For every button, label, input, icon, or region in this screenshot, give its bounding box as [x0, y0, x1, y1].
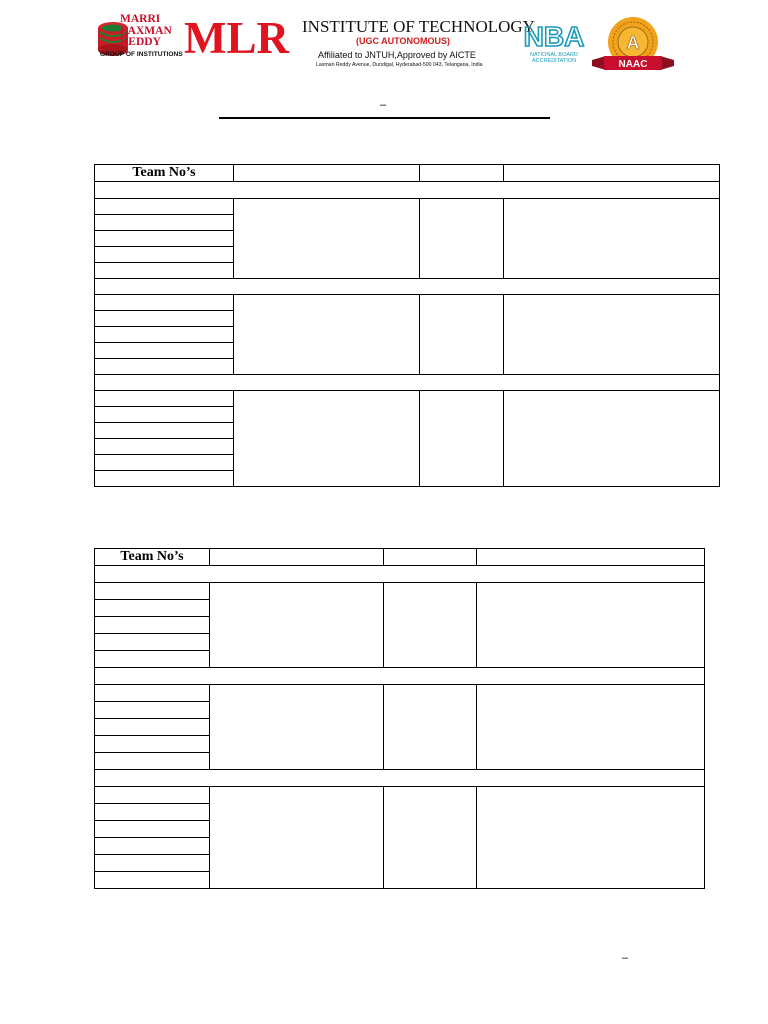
member-cell[interactable]: [95, 327, 234, 343]
naac-grade: A: [626, 33, 640, 53]
section-cell: [95, 770, 705, 787]
nba-letters: NBA: [523, 21, 585, 52]
header-cell: [477, 549, 705, 566]
group-tagline: GROUP OF INSTITUTIONS: [100, 51, 183, 58]
section-row: [95, 770, 705, 787]
member-cell[interactable]: [95, 787, 210, 804]
detail-cell[interactable]: [234, 199, 420, 279]
detail-cell[interactable]: [210, 685, 384, 770]
section-cell: [95, 375, 720, 391]
table-header-row: [95, 549, 705, 566]
member-cell[interactable]: [95, 702, 210, 719]
header-cell: [504, 165, 720, 182]
group-logo-line-2: LAXMAN: [120, 24, 172, 37]
group-logo-line-1: MARRI: [120, 13, 161, 25]
team-table-2: [94, 548, 705, 889]
nba-caption-line-1: NATIONAL BOARD: [530, 52, 578, 58]
section-row: [95, 668, 705, 685]
member-cell[interactable]: [95, 821, 210, 838]
detail-cell[interactable]: [477, 685, 705, 770]
member-cell[interactable]: [95, 231, 234, 247]
institute-address: Laxman Reddy Avenue, Dundigal, Hyderabad-500 043, Telangana, India: [316, 62, 483, 68]
member-cell[interactable]: [95, 804, 210, 821]
detail-cell[interactable]: [420, 391, 504, 487]
nba-caption: [522, 52, 586, 64]
mlr-brand: MLR: [184, 13, 289, 63]
member-cell[interactable]: [95, 359, 234, 375]
detail-cell[interactable]: [504, 295, 720, 375]
letterhead: [94, 12, 684, 74]
member-row: [95, 199, 720, 215]
team-table-1: [94, 164, 720, 487]
table-header-row: [95, 165, 720, 182]
member-cell[interactable]: [95, 583, 210, 600]
member-cell[interactable]: [95, 872, 210, 889]
detail-cell[interactable]: [504, 199, 720, 279]
member-cell[interactable]: [95, 651, 210, 668]
section-cell: [95, 279, 720, 295]
detail-cell[interactable]: [504, 391, 720, 487]
group-logo-line-3: REDDY: [120, 36, 161, 48]
detail-cell[interactable]: [477, 787, 705, 889]
member-row: [95, 685, 705, 702]
section-cell: [95, 566, 705, 583]
group-logo-name: [120, 14, 172, 49]
detail-cell[interactable]: [420, 199, 504, 279]
autonomous-status: (UGC AUTONOMOUS): [356, 36, 450, 46]
member-cell[interactable]: [95, 263, 234, 279]
institute-name: INSTITUTE OF TECHNOLOGY: [302, 17, 535, 36]
section-cell: [95, 182, 720, 199]
member-cell[interactable]: [95, 855, 210, 872]
header-cell: [420, 165, 504, 182]
detail-cell[interactable]: [420, 295, 504, 375]
nba-logo: [522, 18, 586, 72]
member-cell[interactable]: [95, 199, 234, 215]
section-row: [95, 375, 720, 391]
member-cell[interactable]: [95, 311, 234, 327]
detail-cell[interactable]: [384, 685, 477, 770]
member-cell[interactable]: [95, 719, 210, 736]
member-cell[interactable]: [95, 838, 210, 855]
team-nos-header: Team No’s: [95, 165, 234, 182]
naac-badge-icon: [590, 16, 676, 76]
section-row: [95, 279, 720, 295]
detail-cell[interactable]: [234, 295, 420, 375]
member-cell[interactable]: [95, 439, 234, 455]
member-cell[interactable]: [95, 215, 234, 231]
member-row: [95, 295, 720, 311]
title-underline: [219, 117, 550, 119]
nba-mark-icon: [522, 18, 586, 52]
naac-label: NAAC: [618, 59, 648, 70]
member-cell[interactable]: [95, 407, 234, 423]
member-row: [95, 391, 720, 407]
member-cell[interactable]: [95, 455, 234, 471]
member-cell[interactable]: [95, 247, 234, 263]
member-cell[interactable]: [95, 685, 210, 702]
title-dash: –: [380, 99, 387, 111]
member-cell[interactable]: [95, 600, 210, 617]
member-cell[interactable]: [95, 391, 234, 407]
detail-cell[interactable]: [234, 391, 420, 487]
member-cell[interactable]: [95, 295, 234, 311]
affiliation-text: Affiliated to JNTUH,Approved by AICTE: [318, 50, 476, 60]
nba-caption-line-2: ACCREDITATION: [531, 58, 577, 64]
detail-cell[interactable]: [384, 583, 477, 668]
member-cell[interactable]: [95, 617, 210, 634]
team-nos-header: Team No’s: [95, 549, 210, 566]
detail-cell[interactable]: [210, 787, 384, 889]
footer-dash: –: [622, 952, 629, 964]
member-cell[interactable]: [95, 343, 234, 359]
section-cell: [95, 668, 705, 685]
member-cell[interactable]: [95, 471, 234, 487]
section-row: [95, 566, 705, 583]
member-cell[interactable]: [95, 736, 210, 753]
member-row: [95, 583, 705, 600]
member-cell[interactable]: [95, 634, 210, 651]
header-cell: [210, 549, 384, 566]
member-cell[interactable]: [95, 753, 210, 770]
detail-cell[interactable]: [210, 583, 384, 668]
section-row: [95, 182, 720, 199]
detail-cell[interactable]: [384, 787, 477, 889]
header-cell: [384, 549, 477, 566]
member-row: [95, 787, 705, 804]
team-table-1-body: [95, 165, 720, 487]
member-cell[interactable]: [95, 423, 234, 439]
detail-cell[interactable]: [477, 583, 705, 668]
mlrr-group-logo: [94, 12, 186, 70]
header-cell: [234, 165, 420, 182]
team-table-2-body: [95, 549, 705, 889]
